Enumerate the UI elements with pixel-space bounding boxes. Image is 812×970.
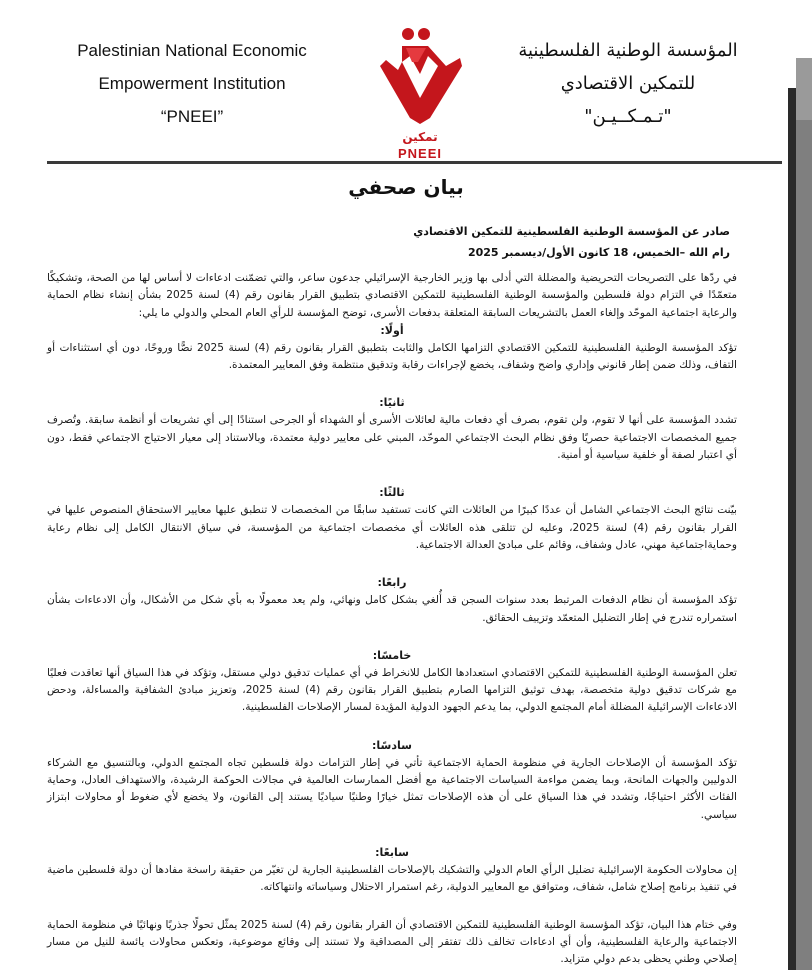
decorative-side-bar-lower <box>796 120 812 970</box>
header-divider <box>47 161 782 164</box>
section-text-7: إن محاولات الحكومة الإسرائيلية تضليل الرأي العام الدولي والتشكيك بالإصلاحات الفلسطينية الجارية لن تغيّر من حقيقة راسخة مفادها أن دولة فلسطين ماضية في تنفيذ برنامج إصلاح شامل، شفاف، ومتوافق مع المعايير الدولية، رغم استمرار الاحتلال وسياساته وانتهاكاته. <box>47 863 737 894</box>
closing-paragraph: وفي ختام هذا البيان، تؤكد المؤسسة الوطنية الفلسطينية للتمكين الاقتصادي أن القرار بقانون رقم (4) لسنة 2025 يمثّل تحولًا جذريًا ونهائيًا في منظومة الحماية الاجتماعية والرعاية الفلسطينية، وأن أي ادعاءات تخالف ذلك تفتقر إلى المصداقية ولا تستند إلى وقائع موضوعية، وتعكس محاولات يائسة للنيل من مسار إصلاحي وطني يحظى بدعم دولي متزايد. <box>47 918 737 966</box>
section-heading-1: أولًا: <box>380 323 404 337</box>
issuer-line: صادر عن المؤسسة الوطنية الفلسطينية للتمكين الاقتصادي <box>413 225 730 238</box>
pneei-logo <box>372 22 468 162</box>
page-title: بيان صحفي <box>348 175 464 199</box>
header-ar-line-1: المؤسسة الوطنية الفلسطينية <box>518 40 738 61</box>
section-gap <box>47 554 737 574</box>
pneei-logo-mark <box>372 22 468 130</box>
section-text-6: تؤكد المؤسسة أن الإصلاحات الجارية في منظومة الحماية الاجتماعية تأتي في إطار التزامات دولة فلسطين تجاه المجتمع الدولي، وبالتنسيق مع الشركاء الدوليين والجهات المانحة، وبما يضمن مواءمة السياسات الاجتماعية مع أفضل الممارسات العالمية في مجالات الحوكمة الرشيدة، والاستهداف العادل، وحماية الفئات الأكثر احتياجًا، وتشدد في هذا السياق على أن هذه الإصلاحات تمثل خيارًا وطنيًا سياديًا يستند إلى القانون، ولا يخضع لأي ضغوط أو محاولات ابتزاز سياسي. <box>47 756 737 821</box>
header-en-line-2: Empowerment Institution <box>98 74 286 93</box>
section-heading-6: سادسًا: <box>372 738 412 752</box>
logo-arabic-wordmark: تمكين <box>402 130 438 144</box>
section-gap <box>47 374 737 394</box>
header-arabic-name <box>488 34 768 133</box>
section-text-2: تشدد المؤسسة على أنها لا تقوم، ولن تقوم، بصرف أي دفعات مالية لعائلات الأسرى أو الشهداء أو الجرحى استنادًا إلى أي تشريعات أو أنظمة سابقة. وتُصرف جميع المخصصات الاجتماعية حصريًا وفق نظام البحث الاجتماعي الموحّد، المبني على معايير دولية معتمدة، وبالاستناد إلى معيار الاحتياج الاجتماعي فقط، دون أي اعتبار لصفة أو خلفية سياسية أو أمنية. <box>47 414 737 462</box>
section-heading-3: ثالثًا: <box>379 486 405 500</box>
section-gap <box>47 464 737 484</box>
statement-body <box>47 270 737 968</box>
section-gap <box>47 897 737 917</box>
section-gap <box>47 627 737 647</box>
section-text-1: تؤكد المؤسسة الوطنية الفلسطينية للتمكين الاقتصادي التزامها الكامل والثابت بتطبيق القرار بقانون رقم (4) لسنة 2025 نصًّا وروحًا، دون أي استثناءات أو التفاف، وذلك ضمن إطار قانوني وإداري واضح وشفاف، يخضع لإجراءات رقابة وتدقيق منتظمة وفق المعايير المعتمدة. <box>47 341 737 372</box>
section-heading-2: ثانيًا: <box>379 396 405 410</box>
section-heading-4: رابعًا: <box>377 576 407 590</box>
header-en-line-1: Palestinian National Economic <box>77 41 307 60</box>
logo-english-wordmark: PNEEI <box>397 146 442 161</box>
header-english-name <box>52 34 332 133</box>
section-heading-7: سابعًا: <box>375 845 409 859</box>
issuer-block <box>413 221 730 263</box>
header-en-line-3: “PNEEI” <box>160 107 224 126</box>
section-text-5: تعلن المؤسسة الوطنية الفلسطينية للتمكين الاقتصادي استعدادها الكامل للانخراط في أي عمليات تدقيق دولي مستقل، وتؤكد في هذا السياق أنها تعاقدت فعليًا مع شركات تدقيق دولية متخصصة، بهدف توثيق التزامها الصارم بتطبيق القرار بقانون رقم (4) لسنة 2025، وتعزيز مبادئ الشفافية والمساءلة، ودحض الادعاءات الإسرائيلية المضللة أمام المجتمع الدولي، بما يدعم الجهود الدولية المؤيدة لمسار الإصلاحات الفلسطينية. <box>47 666 737 714</box>
section-heading-5: خامسًا: <box>372 648 412 662</box>
section-gap <box>47 824 737 844</box>
header-ar-line-3: "تـمـكــيـن" <box>584 106 672 127</box>
section-text-3: بيّنت نتائج البحث الاجتماعي الشامل أن عددًا كبيرًا من العائلات التي كانت تستفيد سابقًا من المخصصات لا تنطبق عليها معايير الاستحقاق المنصوص عليها في القرار بقانون رقم (4) لسنة 2025، وعليه لن تتلقى هذه العائلات أي مخصصات اجتماعية من المؤسسة، في سياق الانتقال الكامل إلى نظام رعاية وحمايةاجتماعية مهني، عادل وشفاف، وقائم على مبادئ العدالة الاجتماعية. <box>47 504 737 551</box>
intro-paragraph: في ردّها على التصريحات التحريضية والمضللة التي أدلى بها وزير الخارجية الإسرائيلي جدعون ساعر، والتي تضمّنت ادعاءات لا أساس لها من الصحة، وتشكيكًا متعمّدًا في التزام دولة فلسطين والمؤسسة الوطنية الفلسطينية للتمكين الاقتصادي بتطبيق القرار بقانون رقم (4) لسنة 2025 بشأن إنشاء نظام الحماية والرعاية اجتماعية الموحّد وإلغاء العمل بالتشريعات السابقة المتعلقة بدفعات الأسرى، توضح المؤسسة للرأي العام المحلي والدولي ما يلي: <box>47 272 737 319</box>
section-gap <box>47 717 737 737</box>
section-text-4: تؤكد المؤسسة أن نظام الدفعات المرتبط بعدد سنوات السجن قد أُلغي بشكل كامل ونهائي، ولم يعد معمولًا به بأي شكل من الأشكال، وأن الادعاءات بشأن استمراره تندرج في إطار التضليل المتعمّد وتزييف الحقائق. <box>47 594 737 624</box>
decorative-side-bar-dark <box>788 88 796 970</box>
header-ar-line-2: للتمكين الاقتصادي <box>560 73 696 94</box>
date-line: رام الله –الخميس، 18 كانون الأول/ديسمبر 2025 <box>467 246 730 259</box>
